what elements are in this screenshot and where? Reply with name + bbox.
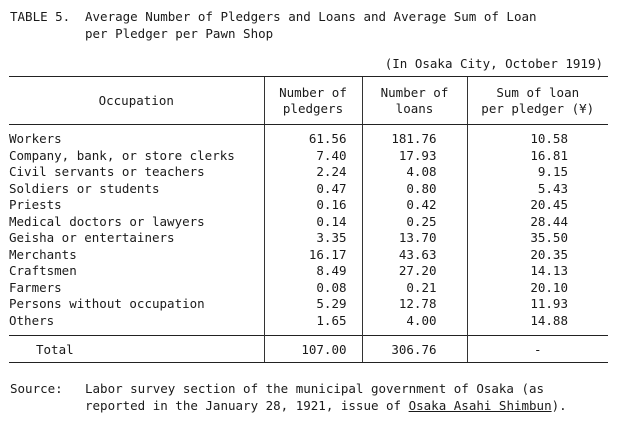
table-row xyxy=(9,263,608,280)
sum-cell: 20.35 xyxy=(467,247,608,264)
loans-cell: 43.63 xyxy=(362,247,467,264)
header-sum xyxy=(467,77,608,125)
occupation-cell: Soldiers or students xyxy=(9,180,160,196)
table-caption xyxy=(10,8,537,42)
loans-cell: 0.25 xyxy=(362,214,467,231)
occupation-cell: Civil servants or teachers xyxy=(9,164,205,179)
pledgers-cell: 3.35 xyxy=(264,230,362,247)
source-note xyxy=(10,380,567,414)
loans-cell: 181.76 xyxy=(362,125,467,148)
source-text-continued: reported in the January 28, 1921, issue of xyxy=(85,398,409,413)
occupation-cell: Persons without occupation xyxy=(9,296,205,311)
table-body xyxy=(9,125,608,336)
header-occupation xyxy=(9,77,264,125)
pawn-shop-table xyxy=(9,76,608,363)
occupation-cell: Workers xyxy=(9,131,62,146)
source-line-1 xyxy=(10,380,567,397)
pledgers-cell: 0.08 xyxy=(264,280,362,297)
occupation-cell: Merchants xyxy=(9,246,77,262)
pledgers-cell: 2.24 xyxy=(264,164,362,181)
occupation-cell: Farmers xyxy=(9,279,62,295)
total-row xyxy=(9,336,608,363)
loans-cell: 27.20 xyxy=(362,263,467,280)
sum-cell: 28.44 xyxy=(467,214,608,231)
table-row xyxy=(9,247,608,264)
table-title: Average Number of Pledgers and Loans and Average Sum of Loan xyxy=(85,9,537,24)
table-label: TABLE 5. xyxy=(10,9,71,24)
table-row xyxy=(9,296,608,313)
sum-cell: 10.58 xyxy=(467,125,608,148)
pledgers-cell: 7.40 xyxy=(264,148,362,165)
occupation-cell: Company, bank, or store clerks xyxy=(9,147,235,163)
occupation-cell: Medical doctors or lawyers xyxy=(9,213,205,229)
loans-cell: 4.08 xyxy=(362,164,467,181)
pledgers-cell: 0.47 xyxy=(264,181,362,198)
total-sum: - xyxy=(467,336,608,363)
sum-cell: 11.93 xyxy=(467,296,608,313)
sum-cell: 20.45 xyxy=(467,197,608,214)
header-loans xyxy=(362,77,467,125)
header-loans-line1: Number of xyxy=(380,84,449,100)
table-row xyxy=(9,230,608,247)
table-row xyxy=(9,280,608,297)
loans-cell: 13.70 xyxy=(362,230,467,247)
header-row xyxy=(9,77,608,125)
loans-cell: 0.42 xyxy=(362,197,467,214)
header-pledgers-line2: pledgers xyxy=(282,100,344,116)
pledgers-cell: 16.17 xyxy=(264,247,362,264)
table-row xyxy=(9,197,608,214)
source-label: Source: xyxy=(10,381,63,396)
pledgers-cell: 0.14 xyxy=(264,214,362,231)
header-pledgers xyxy=(264,77,362,125)
header-loans-line2: loans xyxy=(395,100,434,116)
header-occupation-label: Occupation xyxy=(98,92,174,108)
table-row xyxy=(9,313,608,336)
table-row xyxy=(9,214,608,231)
sum-cell: 9.15 xyxy=(467,164,608,181)
sum-cell: 5.43 xyxy=(467,181,608,198)
total-label: Total xyxy=(9,336,264,363)
pledgers-cell: 5.29 xyxy=(264,296,362,313)
sum-cell: 14.13 xyxy=(467,263,608,280)
pledgers-cell: 61.56 xyxy=(264,125,362,148)
table-row xyxy=(9,125,608,148)
header-sum-line2: per pledger (¥) xyxy=(481,100,595,116)
occupation-cell: Geisha or entertainers xyxy=(9,230,175,245)
total-pledgers: 107.00 xyxy=(264,336,362,363)
occupation-cell: Priests xyxy=(9,197,62,212)
table-title-continued: per Pledger per Pawn Shop xyxy=(85,26,274,41)
loans-cell: 0.21 xyxy=(362,280,467,297)
loans-cell: 0.80 xyxy=(362,181,467,198)
pledgers-cell: 8.49 xyxy=(264,263,362,280)
table-row xyxy=(9,181,608,198)
loans-cell: 17.93 xyxy=(362,148,467,165)
newspaper-title: Osaka Asahi Shimbun xyxy=(408,398,552,413)
caption-line-1 xyxy=(10,8,537,25)
source-line-2 xyxy=(10,397,567,414)
source-text-end: ). xyxy=(551,398,567,413)
sum-cell: 35.50 xyxy=(467,230,608,247)
header-pledgers-line1: Number of xyxy=(279,84,347,100)
table-row xyxy=(9,148,608,165)
occupation-cell: Others xyxy=(9,312,55,328)
loans-cell: 4.00 xyxy=(362,313,467,336)
location-date-note: (In Osaka City, October 1919) xyxy=(384,56,603,71)
loans-cell: 12.78 xyxy=(362,296,467,313)
occupation-cell: Craftsmen xyxy=(9,263,77,278)
total-loans: 306.76 xyxy=(362,336,467,363)
source-text: Labor survey section of the municipal government of Osaka (as xyxy=(85,381,545,396)
sum-cell: 16.81 xyxy=(467,148,608,165)
sum-cell: 20.10 xyxy=(467,280,608,297)
table-row xyxy=(9,164,608,181)
sum-cell: 14.88 xyxy=(467,313,608,336)
header-sum-line1: Sum of loan xyxy=(496,84,580,100)
pledgers-cell: 0.16 xyxy=(264,197,362,214)
pledgers-cell: 1.65 xyxy=(264,313,362,336)
